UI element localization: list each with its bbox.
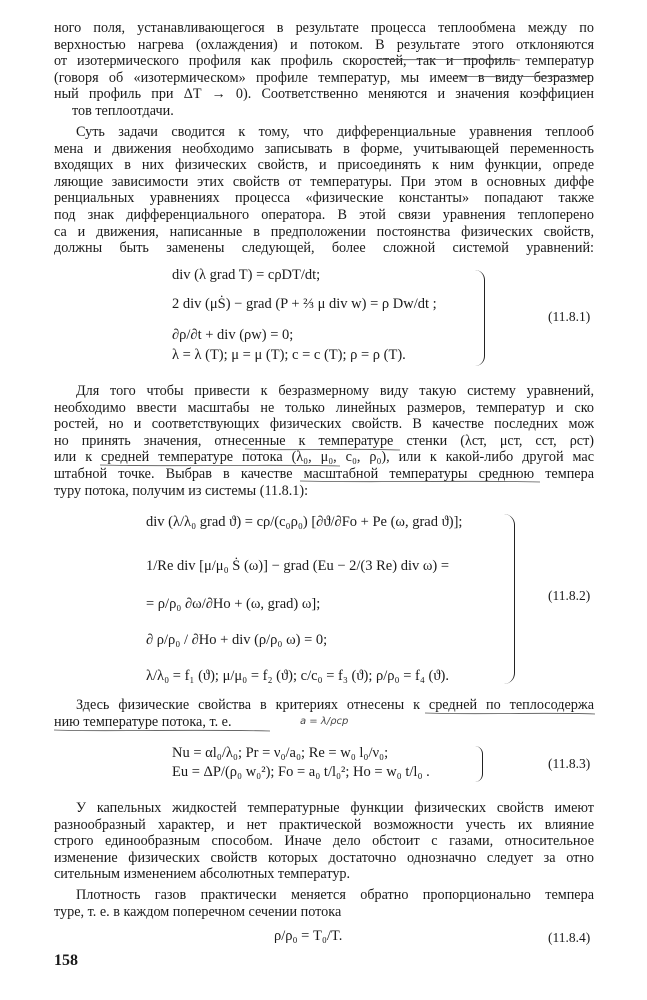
pencil-underline — [100, 465, 340, 466]
text-line: должны быть заменены следующей, более сложной системой уравнений: — [54, 240, 594, 257]
equation-number: (11.8.1) — [548, 309, 591, 324]
text-line: Здесь физические свойства в критериях отнесены к средней по теплосодержа — [76, 697, 594, 713]
pencil-underline — [372, 59, 520, 60]
text-line: У капельных жидкостей температурные функции физических свойств имеют — [76, 800, 594, 816]
page-number: 158 — [54, 952, 78, 969]
equation-number: (11.8.4) — [548, 930, 591, 945]
text-line: ляющие зависимости этих свойств от температуры. При этом в основных диффе — [54, 173, 594, 190]
text-line: ного поля, устанавливающегося в результате процесса теплообмена между по — [54, 20, 594, 36]
text-line: разнообразный характер, и нет практической возможности учесть их влияние — [54, 816, 594, 833]
pencil-underline — [300, 481, 540, 482]
text-line: но принять значения, отнесенные к температуре стенки (λст, μст, cст, ρст) — [54, 432, 594, 449]
equation-line: 2 div (μṠ) − grad (P + ⅔ μ div w) = ρ Dw/dt ; — [172, 296, 437, 312]
text-line: изменение физических свойств которых достаточно однозначно следует за отно — [54, 849, 594, 866]
text-line: туру потока, получим из системы (11.8.1): — [54, 482, 309, 499]
equation-line: Eu = ΔP/(ρ₀ w₀²); Fo = a₀ t/l₀²; Ho = w₀ t/l₀ . — [172, 764, 430, 780]
text-line: Суть задачи сводится к тому, что дифференциальные уравнения теплооб — [76, 124, 594, 140]
pencil-underline — [455, 76, 590, 77]
text-line: входящих в них физических свойств, и присоединять к ним функции, опреде — [54, 157, 594, 174]
text-line: Для того чтобы привести к безразмерному виду такую систему уравнений, — [76, 383, 594, 399]
equation-number: (11.8.2) — [548, 588, 591, 603]
text-line: нию температуре потока, т. е. — [54, 713, 232, 730]
text-line: от изотермического профиля как профиль скоростей, так и профиль температур — [54, 53, 594, 70]
equation-line: Nu = αl₀/λ₀; Pr = ν₀/a₀; Re = w₀ l₀/ν₀; — [172, 745, 389, 761]
pencil-underline — [245, 449, 400, 450]
text-line: мена и движения необходимо записывать в форме, учитывающей переменность — [54, 140, 594, 157]
text-line: са и движения, написанные в предположении постоянства физических свойств, — [54, 223, 594, 240]
text-line: ростей, но и соответствующих физических свойств. В качестве последних мож — [54, 416, 594, 433]
text-line: туре, т. е. в каждом поперечном сечении потока — [54, 903, 342, 920]
handwritten-note: a = λ/ρcp — [300, 716, 349, 727]
text-line: под знак дифференциального оператора. В этой связи уравнения теплоперено — [54, 206, 594, 223]
equation-line: div (λ grad T) = cρDT/dt; — [172, 267, 321, 283]
text-line: строго единообразным способом. Иначе дело обстоит с газами, относительное — [54, 833, 594, 850]
equation-line: 1/Re div [μ/μ₀ Ṡ (ω)] − grad (Eu − 2/(3 Re) div ω) = — [146, 558, 450, 574]
text-line: тов теплоотдачи. — [72, 102, 174, 119]
text-line: или к средней температуре потока (λ₀, μ₀, c₀, ρ₀), или к какой-либо другой мас — [54, 449, 594, 466]
pencil-underline — [54, 730, 270, 731]
text-line: Плотность газов практически меняется обратно пропорционально темпера — [76, 887, 594, 903]
text-line: штабной точке. Выбрав в качестве масштабной температуры среднюю темпера — [54, 465, 594, 482]
equation-line: div (λ/λ₀ grad ϑ) = cρ/(c₀ρ₀) [∂ϑ/∂Fo + Pe (ω, grad ϑ)]; — [146, 514, 463, 530]
equation-line: λ = λ (T); μ = μ (T); c = c (T); ρ = ρ (T). — [172, 347, 406, 363]
text-line: (говоря об «изотермическом» профиле температур, мы имеем в виду безразмер — [54, 69, 594, 86]
equation-line: ∂ρ/∂t + div (ρw) = 0; — [172, 327, 294, 343]
text-line: верхностью нагрева (охлаждения) и потоком. В результате этого отклоняются — [54, 36, 594, 53]
text-line: ренциальных уравнениях процесса «физические константы» попадают также — [54, 190, 594, 207]
equation-number: (11.8.3) — [548, 756, 591, 771]
text-line: ный профиль при ΔT → 0). Соответственно меняются и значения коэффициен — [54, 86, 594, 103]
text-line: необходимо ввести масштабы не только линейных размеров, температур и ско — [54, 399, 594, 416]
pencil-underline — [425, 713, 595, 714]
text-line: сительным изменением абсолютных температур. — [54, 866, 351, 883]
equation-11-8-4: ρ/ρ₀ = T₀/T. — [274, 928, 343, 944]
equation-line: ∂ ρ/ρ₀ / ∂Ho + div (ρ/ρ₀ ω) = 0; — [146, 632, 328, 648]
equation-line: λ/λ₀ = f₁ (ϑ); μ/μ₀ = f₂ (ϑ); c/c₀ = f₃ (ϑ); ρ/ρ₀ = f₄ (ϑ). — [146, 668, 449, 684]
equation-line: = ρ/ρ₀ ∂ω/∂Ho + (ω, grad) ω]; — [146, 596, 321, 612]
